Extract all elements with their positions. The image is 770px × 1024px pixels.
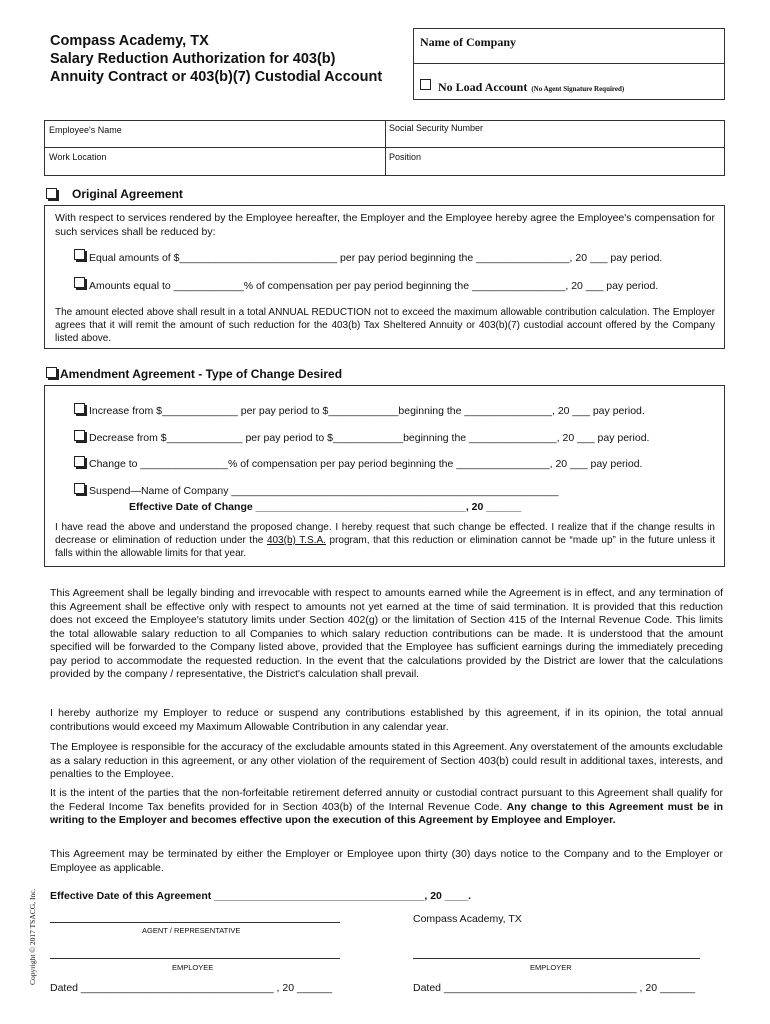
amendment-acknowledgement (55, 521, 715, 560)
original-agreement-box (44, 205, 725, 349)
amendment-heading: Amendment Agreement - Type of Change Desired (60, 367, 343, 381)
work-location-field[interactable]: Work Location (49, 152, 107, 162)
title-line-2: Salary Reduction Authorization for 403(b) (50, 51, 336, 67)
form-title (50, 32, 382, 86)
effective-date-of-change: Effective Date of Change ____________________________________, 20 ______ (129, 501, 522, 513)
employer-label: EMPLOYER (530, 963, 572, 972)
change-checkbox[interactable] (74, 456, 85, 467)
change-option: Change to _______________% of compensation per pay period beginning the ________________, 20 ___ pay period. (89, 458, 643, 470)
increase-option: Increase from $_____________ per pay period to $____________beginning the _______________, 20 ___ pay period. (89, 405, 645, 417)
ack-link: 403(b) T.S.A. (266, 535, 326, 546)
title-line-1: Compass Academy, TX (50, 33, 209, 49)
amounts-equal-checkbox[interactable] (74, 277, 85, 288)
no-load-label-row (438, 78, 624, 96)
terms-paragraph-5: This Agreement may be terminated by either the Employer or Employee upon thirty (30) days notice to the Company and to the Employer or Employee as applicable. (50, 848, 723, 874)
ack-text-2: program, that this reduction or elimination cannot be “made up” in the future unless it falls within the allowable limits for that year. (55, 535, 715, 559)
terms-paragraph-2: I hereby authorize my Employer to reduce or suspend any contributions established by this agreement, if in its opinion, the total annual contributions would exceed my Maximum Allowable Contribution in any calendar year. (50, 707, 723, 733)
employer-signature-line[interactable] (413, 958, 700, 959)
no-load-note: (No Agent Signature Required) (531, 85, 625, 93)
equal-amounts-option: Equal amounts of $___________________________ per pay period beginning the ________________, 20 ___ pay period. (89, 252, 663, 264)
amendment-box (44, 385, 725, 567)
terms-p4-bold: Any change to this Agreement must be in writing to the Employer and becomes effective upon the execution of this Agreement by Employee and Employer. (50, 800, 723, 826)
amendment-agreement-checkbox[interactable] (46, 367, 57, 378)
increase-checkbox[interactable] (74, 403, 85, 414)
employee-signature-line[interactable] (50, 958, 340, 959)
ack-text-1: I have read the above and understand the proposed change. I hereby request that such change be effected. I realize that if the change results in decrease or elimination of reduction under the (55, 522, 715, 546)
amounts-equal-option: Amounts equal to ____________% of compensation per pay period beginning the ________________, 20 ___ pay period. (89, 280, 659, 292)
employee-label: EMPLOYEE (172, 963, 214, 972)
no-load-checkbox[interactable] (420, 79, 431, 90)
decrease-option: Decrease from $_____________ per pay period to $____________beginning the _______________, 20 ___ pay period. (89, 432, 650, 444)
agent-signature-line[interactable] (50, 922, 340, 923)
copyright-notice: Copyright © 2017 TSACG, Inc. (28, 888, 37, 985)
equal-amounts-checkbox[interactable] (74, 249, 85, 260)
original-agreement-heading: Original Agreement (72, 187, 183, 201)
suspend-checkbox[interactable] (74, 483, 85, 494)
employee-dated-line[interactable]: Dated _________________________________ , 20 ______ (50, 982, 333, 994)
employee-name-field[interactable]: Employee's Name (49, 125, 122, 135)
company-box (413, 28, 725, 100)
original-note: The amount elected above shall result in a total ANNUAL REDUCTION not to exceed the maximum allowable contribution calculation. The Employer agrees that it will remit the amount of such reduction for the 403(b) Tax Sheltered Annuity or 403(b)(7) custodial account offered by the Company listed above. (55, 307, 715, 344)
terms-p4-text: It is the intent of the parties that the non-forfeitable retirement deferred annuity or custodial contract pursuant to this Agreement shall qualify for the Federal Income Tax benefits provided for in Section 403(b) of the Internal Revenue Code. (50, 787, 723, 813)
grid-vertical-divider (385, 121, 386, 175)
grid-horizontal-divider (45, 147, 724, 148)
ssn-field[interactable]: Social Security Number (389, 123, 484, 133)
no-load-label: No Load Account (438, 80, 528, 94)
position-field[interactable]: Position (389, 152, 422, 162)
terms-paragraph-1: This Agreement shall be legally binding and irrevocable with respect to amounts earned while the Agreement is in effect, and any termination of this Agreement shall be effective only with respect to amounts not yet earned at the time of said termination. It is provided that this reduction does not exceed the Employee's statutory limits under Section 402(g) or the limitation of Section 415 of the Internal Revenue Code. This limits the total allowable salary reduction to all Companies to which salary reduction contributions can be made. It is understood that the amount specified will be forwarded to the Company listed above, provided that the Employee has sufficient earnings during the immediately preceding pay period to accommodate the requested reduction. In the event that the calculations provided by the District are lower that the calculations provided by the company / representative, the District's calculation shall prevail. (50, 587, 723, 680)
terms-paragraph-4 (50, 787, 723, 828)
terms-paragraph-3: The Employee is responsible for the accuracy of the excludable amounts stated in this Agreement. Any overstatement of the amounts excludable as a salary reduction in this agreement, or any other violation of the requirement of Section 403(b) could result in additional taxes, interests, and penalties to the Employee. (50, 741, 723, 780)
employer-dated-line[interactable]: Dated _________________________________ , 20 ______ (413, 982, 696, 994)
employer-name: Compass Academy, TX (413, 913, 522, 925)
original-agreement-checkbox[interactable] (46, 188, 57, 199)
agent-label: AGENT / REPRESENTATIVE (142, 926, 241, 935)
employee-info-grid (44, 120, 725, 176)
original-intro: With respect to services rendered by the Employee hereafter, the Employer and the Employee hereby agree the Employee's compensation for such services shall be reduced by: (55, 212, 715, 238)
effective-date-of-agreement[interactable]: Effective Date of this Agreement ____________________________________, 20 ____. (50, 890, 472, 902)
suspend-option: Suspend—Name of Company ________________________________________________________ (89, 485, 559, 497)
decrease-checkbox[interactable] (74, 430, 85, 441)
company-name-label: Name of Company (420, 35, 516, 49)
title-line-3: Annuity Contract or 403(b)(7) Custodial Account (50, 69, 383, 85)
company-divider (414, 63, 724, 64)
